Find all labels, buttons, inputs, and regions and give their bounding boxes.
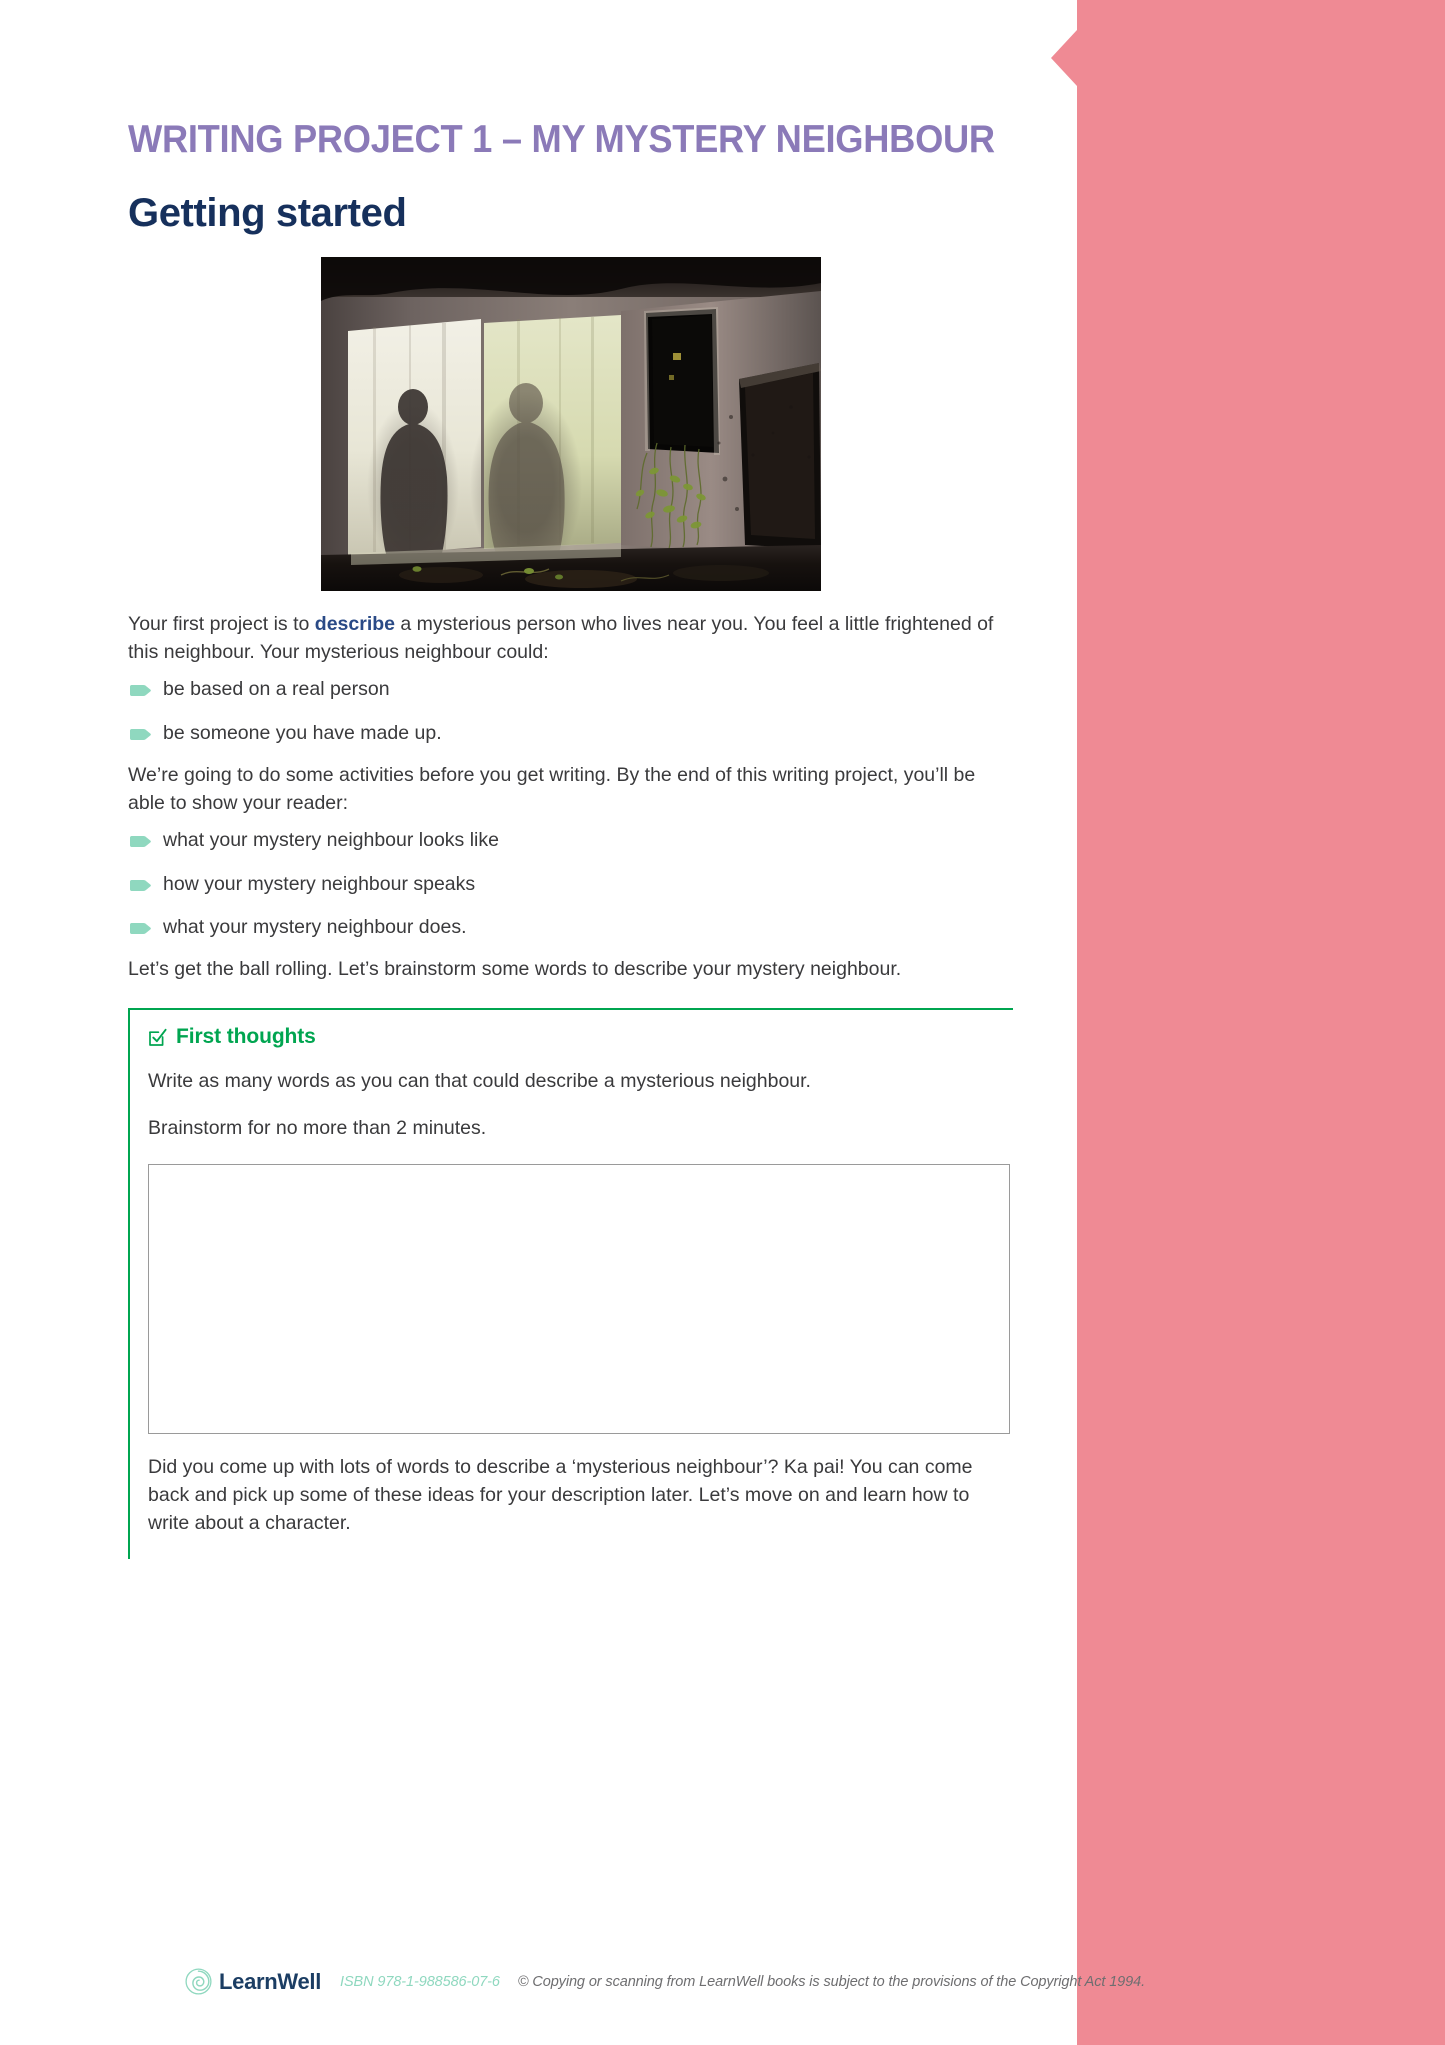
mystery-room-photo — [321, 257, 821, 591]
activity-header — [148, 1010, 1013, 1049]
activity-box-first-thoughts — [128, 1008, 1013, 1559]
list-item-label: what your mystery neighbour looks like — [163, 829, 499, 852]
intro-paragraph-3: Let’s get the ball rolling. Let’s brainstorm some words to describe your mystery neighbour. — [128, 958, 902, 981]
activity-closing-paragraph: Did you come up with lots of words to describe a ‘mysterious neighbour’? Ka pai! You can come back and pick up some of these ideas for your description later. Let’s move on and learn how to write about a character. — [148, 1456, 973, 1534]
intro-list-1 — [128, 666, 1013, 746]
photo-container — [128, 257, 1013, 591]
list-item — [128, 914, 1013, 940]
list-item-label: be based on a real person — [163, 678, 390, 701]
intro-paragraph-1 — [128, 591, 1013, 666]
intro-paragraph-2: We’re going to do some activities before you get writing. By the end of this writing project, you’ll be able to show your reader: — [128, 764, 976, 814]
intro-p1-text-end: a mysterious person who lives near you. You feel a little frightened of this neighbour. Your mysterious neighbour could: — [128, 613, 994, 663]
list-item — [128, 676, 1013, 702]
describe-emphasis: describe — [314, 613, 395, 635]
page-edge-bar — [1077, 0, 1445, 2045]
page-title: WRITING PROJECT 1 – MY MYSTERY NEIGHBOUR — [128, 118, 995, 161]
activity-instruction-2: Brainstorm for no more than 2 minutes. — [148, 1116, 487, 1139]
pennant-bullet-icon — [130, 685, 151, 696]
pennant-bullet-icon — [130, 729, 151, 740]
spiral-logo-icon — [185, 1968, 212, 1995]
isbn-text: ISBN 978-1-988586-07-6 — [340, 1973, 500, 1990]
checkbox-tick-icon — [148, 1028, 167, 1047]
copyright-text: © Copying or scanning from LearnWell books is subject to the provisions of the Copyright Act 1994. — [517, 1973, 1146, 1990]
list-item — [128, 827, 1013, 853]
intro-p1-text-start: Your first project is to — [128, 613, 315, 635]
page-footer — [185, 1968, 1145, 1995]
list-item-label: what your mystery neighbour does. — [163, 916, 467, 938]
section-heading: Getting started — [128, 191, 407, 235]
list-item-label: be someone you have made up. — [163, 721, 442, 744]
list-item — [128, 720, 1013, 746]
pennant-bullet-icon — [130, 836, 151, 847]
pennant-bullet-icon — [130, 880, 151, 891]
list-item — [128, 871, 1013, 897]
list-item-label: how your mystery neighbour speaks — [163, 872, 476, 895]
activity-instruction-1: Write as many words as you can that could describe a mysterious neighbour. — [148, 1070, 811, 1092]
intro-list-2 — [128, 817, 1013, 940]
brand-wordmark: LearnWell — [219, 1968, 322, 1994]
pennant-bullet-icon — [130, 923, 151, 934]
brainstorm-answer-box[interactable] — [148, 1164, 1010, 1434]
content-column — [128, 0, 1013, 1559]
activity-title: First thoughts — [176, 1025, 316, 1048]
